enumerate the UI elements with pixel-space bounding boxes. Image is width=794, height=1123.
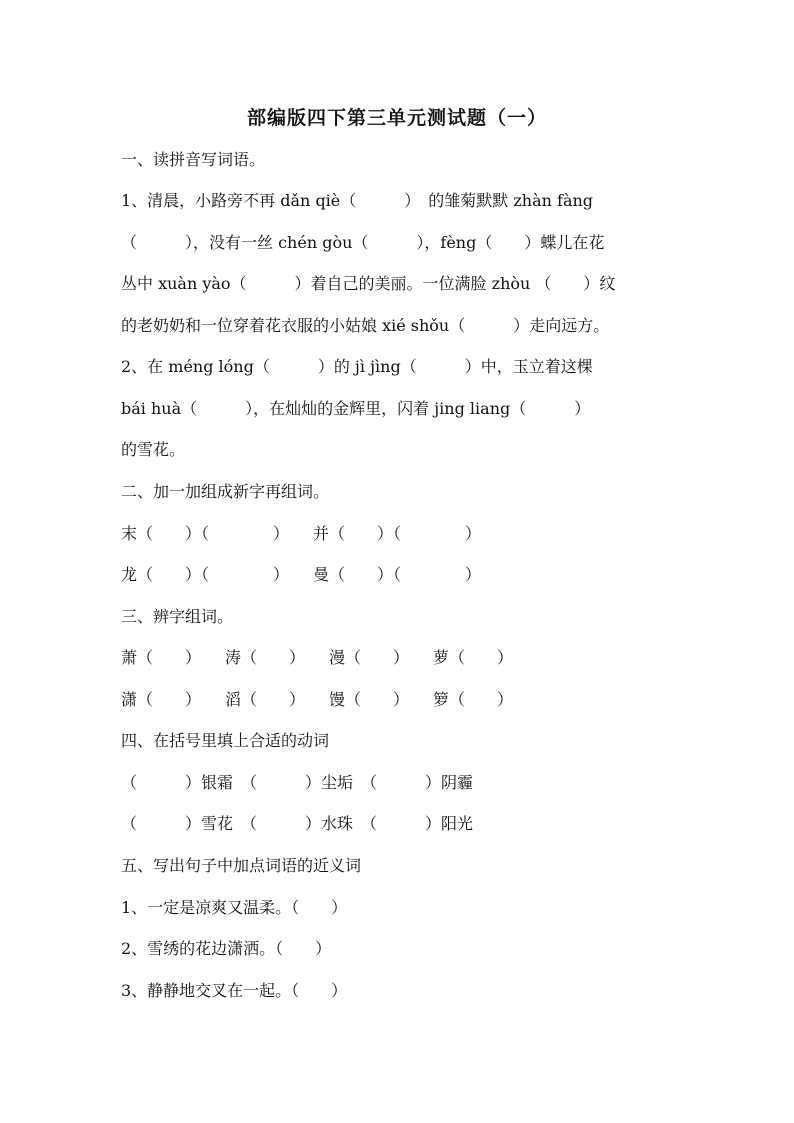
section-4-heading: 四、在括号里填上合适的动词 xyxy=(121,731,330,750)
pinyin-paragraph-line: bái huà（ ），在灿灿的金辉里，闪着 jing liang（ ） xyxy=(121,399,591,418)
pinyin-paragraph-line: 1、清晨，小路旁不再 dǎn qiè（ ） 的雏菊默默 zhàn fàng xyxy=(121,191,594,210)
pinyin-paragraph-line: 的雪花。 xyxy=(121,440,186,459)
verb-fill-row: （ ）银霜 （ ）尘垢 （ ）阴霾 xyxy=(121,773,474,792)
word-combo-row: 龙（ ）（ ） 曼（ ）（ ） xyxy=(121,565,482,584)
page-title: 部编版四下第三单元测试题（一） xyxy=(246,107,547,129)
synonym-question: 1、一定是凉爽又温柔。（ ） xyxy=(121,898,348,917)
section-5-heading: 五、写出句子中加点词语的近义词 xyxy=(121,856,362,875)
pinyin-paragraph-line: （ ），没有一丝 chén gòu（ ），fèng（ ）蝶儿在花 xyxy=(121,233,605,252)
section-1-heading: 一、读拼音写词语。 xyxy=(121,150,266,169)
section-3-heading: 三、辨字组词。 xyxy=(121,607,234,626)
synonym-question: 2、雪绣的花边潇洒。（ ） xyxy=(121,939,332,958)
pinyin-paragraph-line: 丛中 xuàn yào（ ）着自己的美丽。一位满脸 zhòu （ ）纹 xyxy=(121,274,616,293)
word-combo-row: 末（ ）（ ） 并（ ）（ ） xyxy=(121,524,482,543)
section-2-heading: 二、加一加组成新字再组词。 xyxy=(121,482,330,501)
char-distinguish-row: 潇（ ） 滔（ ） 馒（ ） 箩（ ） xyxy=(121,690,514,709)
verb-fill-row: （ ）雪花 （ ）水珠 （ ）阳光 xyxy=(121,814,474,833)
pinyin-paragraph-line: 2、在 méng lóng（ ）的 jì jìng（ ）中，玉立着这棵 xyxy=(121,357,593,376)
synonym-question: 3、静静地交叉在一起。（ ） xyxy=(121,981,348,1000)
pinyin-paragraph-line: 的老奶奶和一位穿着花衣服的小姑娘 xié shǒu（ ）走向远方。 xyxy=(121,316,610,335)
char-distinguish-row: 萧（ ） 涛（ ） 漫（ ） 萝（ ） xyxy=(121,648,514,667)
